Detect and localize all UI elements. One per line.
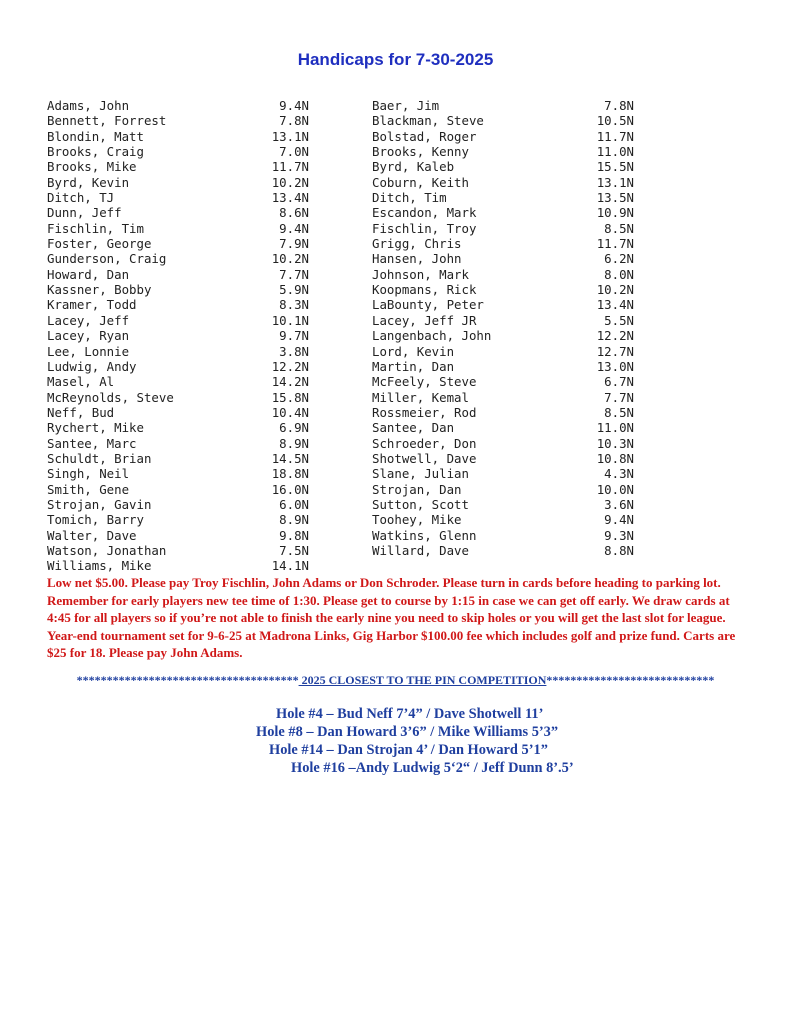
player-handicap: 11.0N bbox=[596, 144, 634, 160]
stars-left: ************************************* bbox=[76, 673, 299, 687]
player-handicap: 10.2N bbox=[271, 251, 309, 267]
player-handicap: 9.4N bbox=[279, 220, 309, 236]
player-handicap: 7.8N bbox=[279, 113, 309, 129]
hole-result: Hole #8 – Dan Howard 3’6” / Mike Williams 5’3” bbox=[256, 724, 559, 740]
handicap-row bbox=[47, 528, 309, 543]
handicap-row bbox=[47, 113, 309, 128]
player-name: Santee, Marc bbox=[47, 435, 137, 451]
player-name: Dunn, Jeff bbox=[47, 205, 122, 221]
handicap-row bbox=[372, 205, 634, 220]
handicap-row bbox=[372, 466, 634, 481]
player-handicap: 7.7N bbox=[604, 389, 634, 405]
handicap-row bbox=[47, 390, 309, 405]
player-name: Coburn, Keith bbox=[372, 174, 469, 190]
player-handicap: 8.6N bbox=[279, 205, 309, 221]
player-handicap: 12.7N bbox=[596, 343, 634, 359]
player-handicap: 7.0N bbox=[279, 144, 309, 160]
player-handicap: 7.5N bbox=[279, 542, 309, 558]
handicap-row bbox=[47, 267, 309, 282]
handicap-row bbox=[47, 512, 309, 527]
player-handicap: 9.4N bbox=[604, 512, 634, 528]
player-name: Bennett, Forrest bbox=[47, 113, 167, 129]
handicap-row bbox=[372, 374, 634, 389]
handicap-row bbox=[47, 282, 309, 297]
player-name: Lee, Lonnie bbox=[47, 343, 130, 359]
player-name: Lacey, Ryan bbox=[47, 328, 130, 344]
handicap-row bbox=[372, 221, 634, 236]
player-name: Adams, John bbox=[47, 98, 130, 113]
player-name: Watson, Jonathan bbox=[47, 542, 167, 558]
handicap-row bbox=[372, 528, 634, 543]
handicap-list-right bbox=[372, 98, 634, 558]
player-handicap: 10.3N bbox=[596, 435, 634, 451]
player-name: Rossmeier, Rod bbox=[372, 404, 477, 420]
player-handicap: 6.7N bbox=[604, 374, 634, 390]
handicap-row bbox=[372, 451, 634, 466]
player-handicap: 10.9N bbox=[596, 205, 634, 221]
player-handicap: 14.2N bbox=[271, 374, 309, 390]
hole-result: Hole #14 – Dan Strojan 4’ / Dan Howard 5’1” bbox=[269, 742, 548, 758]
player-name: Foster, George bbox=[47, 236, 152, 252]
player-name: Toohey, Mike bbox=[372, 512, 462, 528]
handicap-row bbox=[47, 558, 309, 573]
player-handicap: 14.1N bbox=[271, 558, 309, 574]
handicap-row bbox=[372, 359, 634, 374]
handicap-row bbox=[47, 221, 309, 236]
handicap-row bbox=[47, 129, 309, 144]
handicap-row bbox=[372, 297, 634, 312]
handicap-row bbox=[47, 236, 309, 251]
player-handicap: 8.9N bbox=[279, 435, 309, 451]
player-name: McFeely, Steve bbox=[372, 374, 477, 390]
player-handicap: 8.3N bbox=[279, 297, 309, 313]
player-handicap: 7.7N bbox=[279, 266, 309, 282]
player-handicap: 6.9N bbox=[279, 420, 309, 436]
player-name: Miller, Kemal bbox=[372, 389, 469, 405]
handicap-row bbox=[47, 374, 309, 389]
handicap-row bbox=[47, 144, 309, 159]
player-name: Gunderson, Craig bbox=[47, 251, 167, 267]
player-handicap: 10.2N bbox=[271, 174, 309, 190]
player-name: Watkins, Glenn bbox=[372, 527, 477, 543]
player-name: Fischlin, Troy bbox=[372, 220, 477, 236]
handicap-row bbox=[47, 159, 309, 174]
handicap-row bbox=[372, 313, 634, 328]
hole-result: Hole #4 – Bud Neff 7’4” / Dave Shotwell 11’ bbox=[276, 706, 544, 722]
player-handicap: 10.8N bbox=[596, 450, 634, 466]
handicap-row bbox=[47, 482, 309, 497]
player-handicap: 8.9N bbox=[279, 512, 309, 528]
player-handicap: 13.0N bbox=[596, 358, 634, 374]
handicap-row bbox=[47, 313, 309, 328]
player-name: Schroeder, Don bbox=[372, 435, 477, 451]
handicap-row bbox=[372, 390, 634, 405]
player-handicap: 9.7N bbox=[279, 328, 309, 344]
player-name: Strojan, Dan bbox=[372, 481, 462, 497]
player-name: Kramer, Todd bbox=[47, 297, 137, 313]
player-handicap: 10.1N bbox=[271, 312, 309, 328]
handicap-row bbox=[372, 344, 634, 359]
player-handicap: 13.5N bbox=[596, 190, 634, 206]
handicap-row bbox=[47, 190, 309, 205]
handicap-row bbox=[372, 113, 634, 128]
player-name: Escandon, Mark bbox=[372, 205, 477, 221]
player-name: Smith, Gene bbox=[47, 481, 130, 497]
handicap-row bbox=[47, 359, 309, 374]
player-name: Koopmans, Rick bbox=[372, 282, 477, 298]
player-name: Rychert, Mike bbox=[47, 420, 144, 436]
handicap-row bbox=[372, 282, 634, 297]
closest-to-pin-title: 2025 CLOSEST TO THE PIN COMPETITION bbox=[298, 673, 547, 687]
player-handicap: 16.0N bbox=[271, 481, 309, 497]
player-handicap: 10.2N bbox=[596, 282, 634, 298]
player-handicap: 10.5N bbox=[596, 113, 634, 129]
stars-right: **************************** bbox=[546, 673, 715, 687]
handicap-row bbox=[47, 451, 309, 466]
handicap-row bbox=[372, 236, 634, 251]
player-handicap: 13.1N bbox=[271, 128, 309, 144]
player-name: Neff, Bud bbox=[47, 404, 115, 420]
player-name: Kassner, Bobby bbox=[47, 282, 152, 298]
player-handicap: 8.0N bbox=[604, 266, 634, 282]
player-handicap: 7.9N bbox=[279, 236, 309, 252]
player-name: Langenbach, John bbox=[372, 328, 492, 344]
player-name: Singh, Neil bbox=[47, 466, 130, 482]
handicap-row bbox=[372, 543, 634, 558]
handicap-row bbox=[47, 297, 309, 312]
player-name: Hansen, John bbox=[372, 251, 462, 267]
player-name: Ditch, TJ bbox=[47, 190, 115, 206]
player-handicap: 11.7N bbox=[596, 236, 634, 252]
handicap-row bbox=[47, 543, 309, 558]
player-name: Shotwell, Dave bbox=[372, 450, 477, 466]
player-name: Slane, Julian bbox=[372, 466, 469, 482]
handicap-row bbox=[47, 497, 309, 512]
player-handicap: 15.5N bbox=[596, 159, 634, 175]
player-name: Martin, Dan bbox=[372, 358, 455, 374]
player-handicap: 9.4N bbox=[279, 98, 309, 113]
player-name: Brooks, Craig bbox=[47, 144, 144, 160]
player-name: Brooks, Kenny bbox=[372, 144, 469, 160]
player-handicap: 11.7N bbox=[271, 159, 309, 175]
handicap-row bbox=[372, 512, 634, 527]
player-name: Byrd, Kaleb bbox=[372, 159, 455, 175]
handicap-row bbox=[47, 205, 309, 220]
player-handicap: 11.0N bbox=[596, 420, 634, 436]
handicap-row bbox=[372, 175, 634, 190]
player-handicap: 5.9N bbox=[279, 282, 309, 298]
handicap-row bbox=[372, 190, 634, 205]
player-handicap: 11.7N bbox=[596, 128, 634, 144]
player-name: Brooks, Mike bbox=[47, 159, 137, 175]
handicap-row bbox=[47, 344, 309, 359]
player-name: Strojan, Gavin bbox=[47, 496, 152, 512]
player-handicap: 15.8N bbox=[271, 389, 309, 405]
handicap-row bbox=[47, 405, 309, 420]
handicap-row bbox=[372, 129, 634, 144]
league-notice: Low net $5.00. Please pay Troy Fischlin, John Adams or Don Schroder. Please turn in cards before heading to parking lot. Remember for early players new tee time of 1:30. Please get to course by 1:15 in case we can get off early. We draw cards at 4:45 for all players so if you’re not able to finish the early nine you need to skip holes or you will get the last slot for league. Year-end tournament set for 9-6-25 at Madrona Links, Gig Harbor $100.00 fee which includes golf and prize fund. Carts are $25 for 18. Please pay John Adams. bbox=[47, 575, 736, 661]
player-handicap: 13.1N bbox=[596, 174, 634, 190]
player-handicap: 12.2N bbox=[271, 358, 309, 374]
handicap-row bbox=[372, 420, 634, 435]
handicap-row bbox=[47, 251, 309, 266]
handicap-row bbox=[372, 159, 634, 174]
player-name: Lord, Kevin bbox=[372, 343, 455, 359]
player-handicap: 6.2N bbox=[604, 251, 634, 267]
handicap-list-left bbox=[47, 98, 309, 574]
handicap-row bbox=[47, 175, 309, 190]
player-name: Blackman, Steve bbox=[372, 113, 484, 129]
player-handicap: 14.5N bbox=[271, 450, 309, 466]
player-name: Blondin, Matt bbox=[47, 128, 144, 144]
player-handicap: 4.3N bbox=[604, 466, 634, 482]
player-handicap: 9.8N bbox=[279, 527, 309, 543]
player-handicap: 9.3N bbox=[604, 527, 634, 543]
player-name: Lacey, Jeff bbox=[47, 312, 130, 328]
player-name: Baer, Jim bbox=[372, 98, 440, 113]
hole-result: Hole #16 –Andy Ludwig 5‘2“ / Jeff Dunn 8’.5’ bbox=[291, 760, 574, 776]
handicap-row bbox=[47, 436, 309, 451]
player-name: Fischlin, Tim bbox=[47, 220, 144, 236]
player-handicap: 3.6N bbox=[604, 496, 634, 512]
player-name: Grigg, Chris bbox=[372, 236, 462, 252]
player-name: Lacey, Jeff JR bbox=[372, 312, 477, 328]
handicap-row bbox=[47, 328, 309, 343]
handicap-row bbox=[47, 420, 309, 435]
player-handicap: 3.8N bbox=[279, 343, 309, 359]
player-name: Ludwig, Andy bbox=[47, 358, 137, 374]
player-name: Schuldt, Brian bbox=[47, 450, 152, 466]
player-name: McReynolds, Steve bbox=[47, 389, 174, 405]
handicap-row bbox=[47, 466, 309, 481]
player-handicap: 10.0N bbox=[596, 481, 634, 497]
handicap-row bbox=[372, 251, 634, 266]
player-name: Masel, Al bbox=[47, 374, 115, 390]
player-name: Ditch, Tim bbox=[372, 190, 447, 206]
player-name: LaBounty, Peter bbox=[372, 297, 484, 313]
handicap-row bbox=[372, 497, 634, 512]
player-name: Byrd, Kevin bbox=[47, 174, 130, 190]
closest-to-pin-header bbox=[0, 673, 791, 688]
player-name: Santee, Dan bbox=[372, 420, 455, 436]
player-name: Howard, Dan bbox=[47, 266, 130, 282]
player-handicap: 8.8N bbox=[604, 542, 634, 558]
player-handicap: 7.8N bbox=[604, 98, 634, 113]
player-name: Sutton, Scott bbox=[372, 496, 469, 512]
handicap-row bbox=[372, 482, 634, 497]
page-title: Handicaps for 7-30-2025 bbox=[297, 50, 494, 69]
player-handicap: 5.5N bbox=[604, 312, 634, 328]
player-handicap: 10.4N bbox=[271, 404, 309, 420]
player-name: Willard, Dave bbox=[372, 542, 469, 558]
player-handicap: 6.0N bbox=[279, 496, 309, 512]
player-handicap: 8.5N bbox=[604, 220, 634, 236]
handicap-row bbox=[372, 328, 634, 343]
player-name: Tomich, Barry bbox=[47, 512, 144, 528]
player-name: Williams, Mike bbox=[47, 558, 152, 574]
player-handicap: 12.2N bbox=[596, 328, 634, 344]
handicap-row bbox=[372, 144, 634, 159]
player-handicap: 13.4N bbox=[271, 190, 309, 206]
player-name: Bolstad, Roger bbox=[372, 128, 477, 144]
handicap-row bbox=[372, 405, 634, 420]
player-handicap: 8.5N bbox=[604, 404, 634, 420]
handicap-row bbox=[372, 436, 634, 451]
player-name: Johnson, Mark bbox=[372, 266, 469, 282]
player-handicap: 18.8N bbox=[271, 466, 309, 482]
handicap-row bbox=[47, 98, 309, 113]
player-name: Walter, Dave bbox=[47, 527, 137, 543]
handicap-row bbox=[372, 267, 634, 282]
handicap-row bbox=[372, 98, 634, 113]
player-handicap: 13.4N bbox=[596, 297, 634, 313]
